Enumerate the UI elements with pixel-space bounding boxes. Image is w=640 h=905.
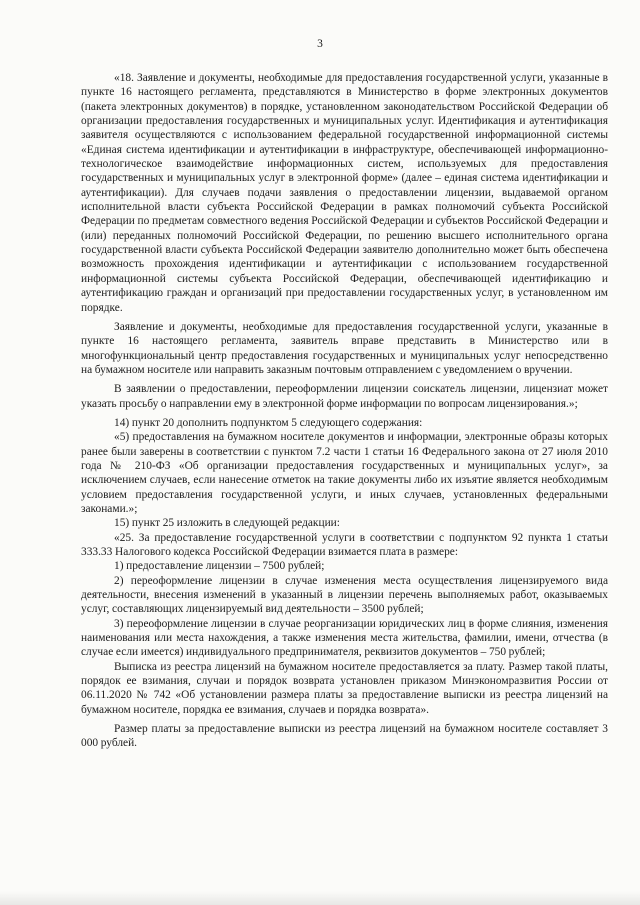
paragraph-fee-2: 2) переоформление лицензии в случае изменения места осуществления лицензируемого вида деятельности, внесения изменений в указанный в лицензии перечень выполняемых работ, оказываемых услуг, составляющих лицензируемый вид деятельности – 3500 рублей; [81, 574, 608, 616]
document-body [81, 71, 608, 756]
page-number: 3 [317, 38, 323, 50]
paragraph-registry-extract: Выписка из реестра лицензий на бумажном носителе предоставляется за плату. Размер такой платы, порядок ее взимания, случаи и порядок возврата установлен приказом Минэкономразвития России от 06.11.2020 № 742 «Об установлении размера платы за предоставление выписки из реестра лицензий на бумажном носителе, порядка ее взимания, случаев и порядка возврата». [81, 660, 608, 716]
paragraph-fee-1: 1) предоставление лицензии – 7500 рублей; [114, 560, 325, 573]
paragraph-subitem-5: «5) предоставления на бумажном носителе документов и информации, электронные образы которых ранее были заверены в соответствии с пунктом 7.2 части 1 статьи 16 Федерального закона от 27 июля 2010 года № 210-ФЗ «Об организации предоставления государственных и муниципальных услуг», за исключением случаев, если нанесение отметок на такие документы либо их изъятие является необходимым условием предоставления государственной услуги, и иных случаев, установленных федеральными законами.»; [81, 431, 608, 515]
scan-edge-shadow [0, 891, 640, 905]
paragraph-amendment-15: 15) пункт 25 изложить в следующей редакции: [114, 517, 340, 530]
paragraph-extract-fee: Размер платы за предоставление выписки из реестра лицензий на бумажном носителе составляет 3 000 рублей. [81, 723, 608, 750]
paragraph-fee-3: 3) переоформление лицензии в случае реорганизации юридических лиц в форме слияния, изменения наименования или места нахождения, а также изменения места жительства, фамилии, имени, отчества (в случае если имеется) индивидуального предпринимателя, реквизитов документов – 750 рублей; [81, 617, 608, 659]
paragraph-item-18: «18. Заявление и документы, необходимые для предоставления государственной услуги, указанные в пункте 16 настоящего регламента, представляются в Министерство в форме электронных документов (пакета электронных документов) в порядке, установленном законодательством Российской Федерации об организации предоставления государственных и муниципальных услуг. Идентификация и аутентификация заявителя осуществляются с использованием федеральной государственной информационной системы «Единая система идентификации и аутентификации в инфраструктуре, обеспечивающей информационно-технологическое взаимодействие информационных систем, используемых для предоставления государственных и муниципальных услуг в электронной форме» (далее – единая система идентификации и аутентификации). Для случаев подачи заявления о предоставлении лицензии, выдаваемой органом исполнительной власти субъекта Российской Федерации в рамках полномочий субъекта Российской Федерации по предметам совместного ведения Российской Федерации и субъектов Российской Федерации и (или) переданных полномочий Российской Федерации, по решению высшего исполнительного органа государственной власти субъекта Российской Федерации заявителю дополнительно может быть обеспечена возможность прохождения идентификации и аутентификации с использованием государственной информационной системы субъекта Российской Федерации, обеспечивающей идентификацию и аутентификацию граждан и организаций при предоставлении государственных услуг, в установленном им порядке. [81, 72, 608, 314]
paragraph-electronic-info-request: В заявлении о предоставлении, переоформлении лицензии соискатель лицензии, лицензиат может указать просьбу о направлении ему в электронной форме информации по вопросам лицензирования.»; [81, 383, 608, 410]
paragraph-amendment-14: 14) пункт 20 дополнить подпунктом 5 следующего содержания: [114, 416, 423, 429]
paragraph-paper-submission: Заявление и документы, необходимые для предоставления государственной услуги, указанные в пункте 16 настоящего регламента, заявитель вправе представить в Министерство или в многофункциональный центр предоставления государственных и муниципальных услуг непосредственно на бумажном носителе или направить заказным почтовым отправлением с уведомлением о вручении. [81, 320, 608, 376]
paragraph-item-25: «25. За предоставление государственной услуги в соответствии с подпунктом 92 пункта 1 статьи 333.33 Налогового кодекса Российской Федерации взимается плата в размере: [81, 531, 608, 558]
